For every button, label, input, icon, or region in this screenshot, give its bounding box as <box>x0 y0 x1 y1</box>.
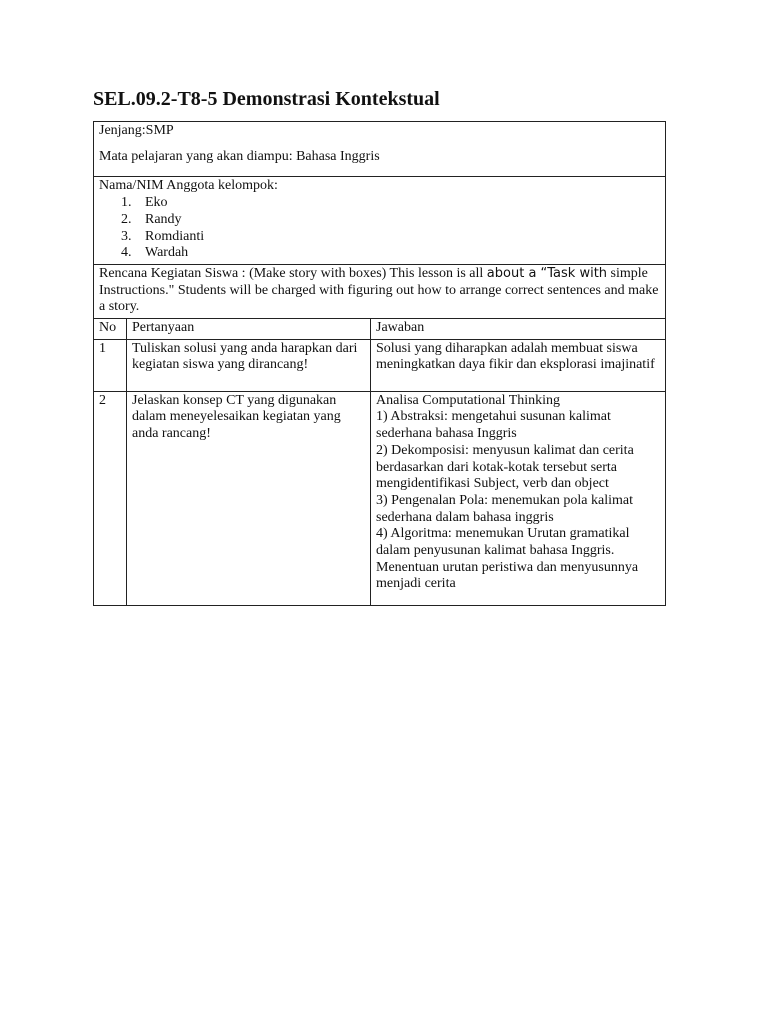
question-text: Tuliskan solusi yang anda harapkan dari kegiatan siswa yang dirancang! <box>127 339 371 391</box>
jenjang-text: Jenjang:SMP <box>99 123 174 138</box>
group-row <box>94 177 666 265</box>
row-number: 2 <box>94 391 127 605</box>
member-item <box>121 195 660 212</box>
answer-line: 1) Abstraksi: mengetahui susunan kalimat sederhana bahasa Inggris <box>376 409 611 442</box>
row-number: 1 <box>94 339 127 391</box>
header-no: No <box>94 319 127 340</box>
question-text: Jelaskan konsep CT yang digunakan dalam meneyelesaikan kegiatan yang anda rancang! <box>127 391 371 605</box>
answer-line: Analisa Computational Thinking <box>376 392 561 408</box>
member-name: Wardah <box>145 245 189 261</box>
member-number: 4. <box>121 245 132 261</box>
answer-line: 3) Pengenalan Pola: menemukan pola kalimat sederhana dalam bahasa inggris <box>376 492 633 525</box>
mapel-text: Mata pelajaran yang akan diampu: Bahasa Inggris <box>99 148 380 164</box>
table-row <box>94 391 666 605</box>
info-row <box>94 122 666 177</box>
member-name: Randy <box>145 211 182 227</box>
answer-cell <box>371 391 666 605</box>
plan-text-end: simple Instructions." Students will be charged with figuring out how to arrange correct sentences and make a story. <box>99 265 659 315</box>
info-cell <box>94 122 666 177</box>
member-number: 2. <box>121 211 132 227</box>
member-list <box>99 195 660 262</box>
lesson-table <box>93 121 666 606</box>
group-cell <box>94 177 666 265</box>
member-name: Romdianti <box>145 228 205 244</box>
page-title: SEL.09.2-T8-5 Demonstrasi Kontekstual <box>93 88 440 110</box>
member-item <box>121 212 660 229</box>
table-row <box>94 339 666 391</box>
answer-line: 4) Algoritma: menemukan Urutan gramatikal dalam penyusunan kalimat bahasa Inggris. Menentuan urutan peristiwa dan menyusunnya menjadi cerita <box>376 526 639 592</box>
member-number: 3. <box>121 228 132 244</box>
answer-cell <box>371 339 666 391</box>
plan-cell <box>94 264 666 318</box>
header-question: Pertanyaan <box>127 319 371 340</box>
answer-line: Solusi yang diharapkan adalah membuat siswa meningkatkan daya fikir dan eksplorasi imajinatif <box>376 340 655 373</box>
member-item <box>121 245 660 262</box>
plan-text-start: Rencana Kegiatan Siswa : (Make story with boxes) This lesson is all <box>99 265 487 281</box>
member-number: 1. <box>121 195 132 211</box>
answer-line: 2) Dekomposisi: menyusun kalimat dan cerita berdasarkan dari kotak-kotak tersebut serta mengidentifikasi Subject, verb dan object <box>376 442 634 492</box>
member-name: Eko <box>145 195 168 211</box>
group-label: Nama/NIM Anggota kelompok: <box>99 178 278 194</box>
header-answer: Jawaban <box>371 319 666 340</box>
plan-text-sans: about a “Task with <box>486 265 608 281</box>
plan-row <box>94 264 666 318</box>
member-item <box>121 229 660 246</box>
header-row <box>94 319 666 340</box>
